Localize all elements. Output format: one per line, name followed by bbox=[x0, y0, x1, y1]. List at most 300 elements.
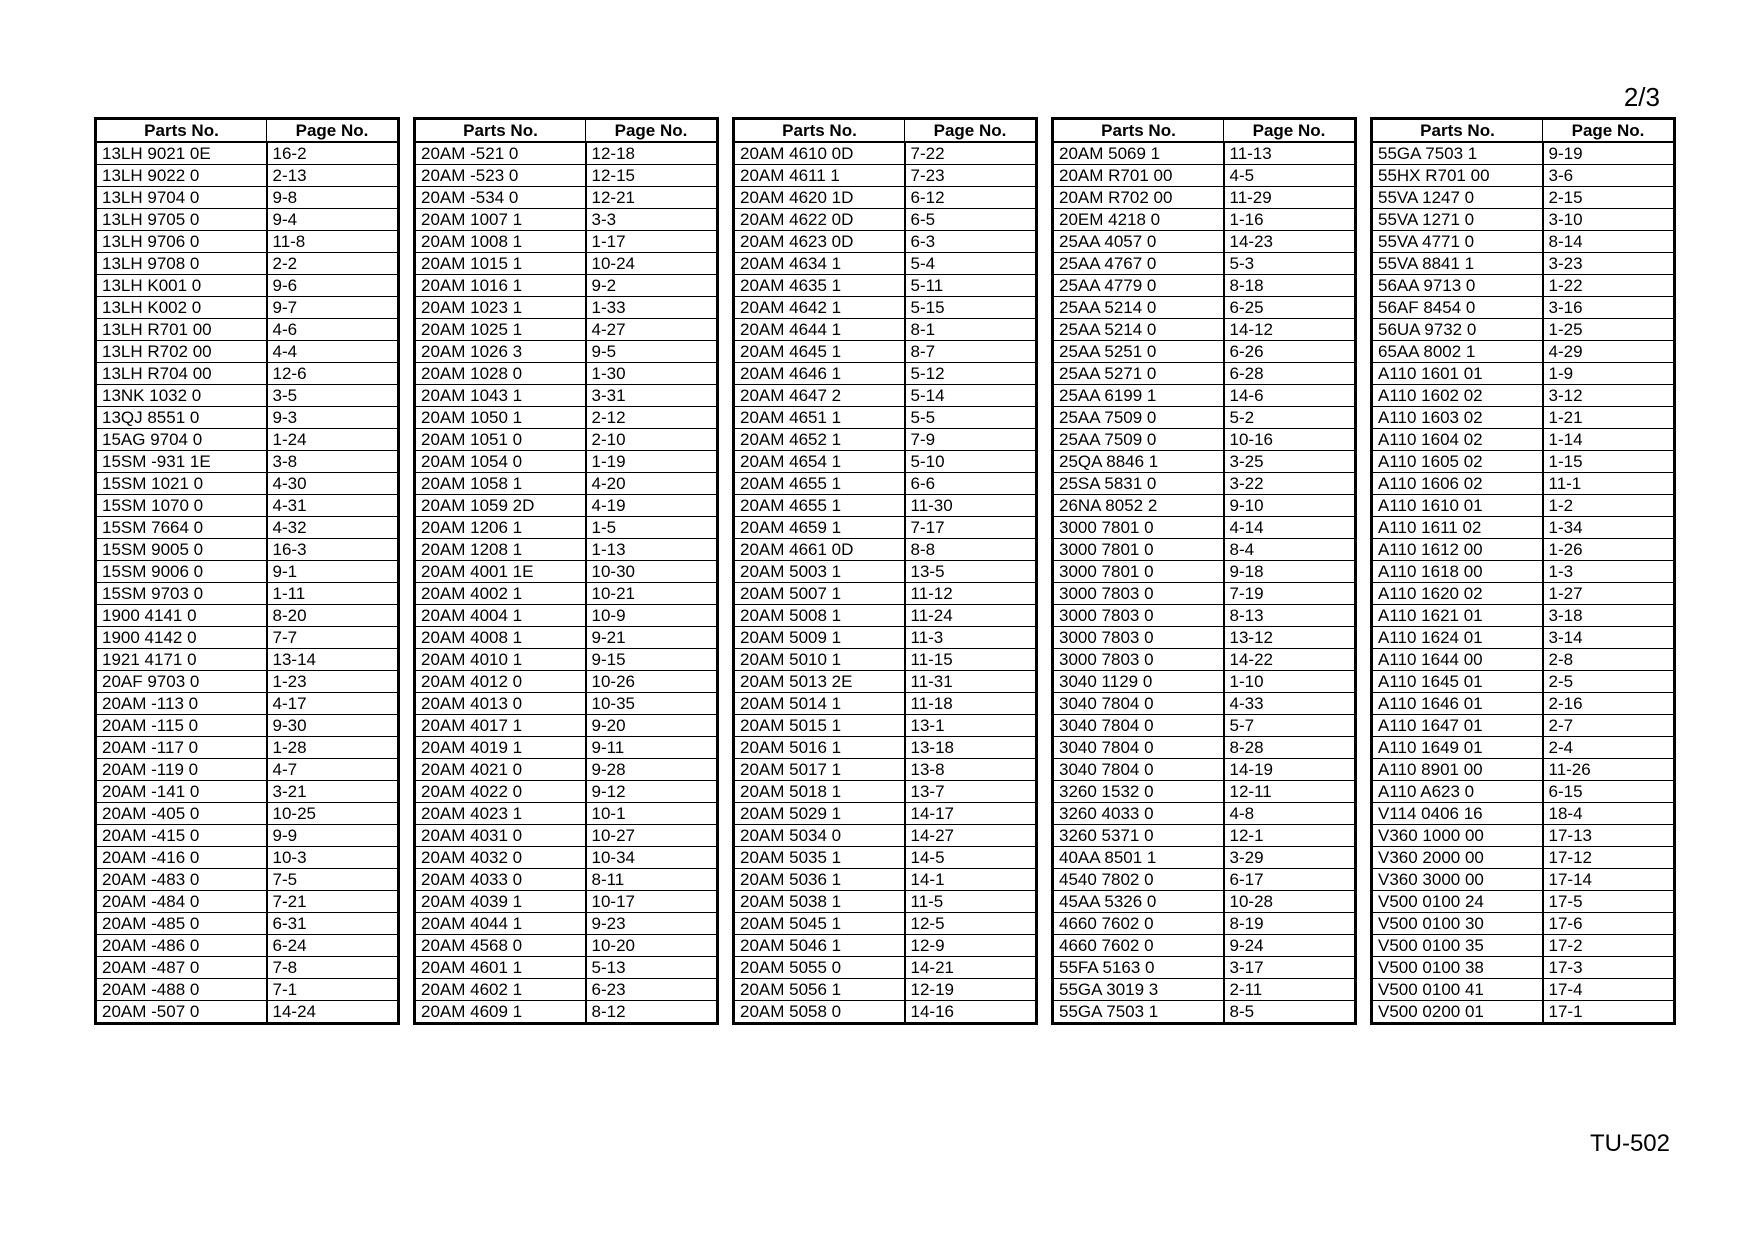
page-no-cell: 9-21 bbox=[586, 627, 718, 649]
page-no-cell: 5-2 bbox=[1224, 407, 1356, 429]
parts-table-4 bbox=[1051, 117, 1357, 1025]
table-row bbox=[415, 803, 718, 825]
page-no-cell: 8-18 bbox=[1224, 275, 1356, 297]
page-no-cell: 1-19 bbox=[586, 451, 718, 473]
page-no-cell: 3-16 bbox=[1543, 297, 1675, 319]
page-no-cell: 12-11 bbox=[1224, 781, 1356, 803]
table-row bbox=[415, 539, 718, 561]
page-no-cell: 10-30 bbox=[586, 561, 718, 583]
table-row bbox=[1053, 561, 1356, 583]
table-row bbox=[1372, 627, 1675, 649]
parts-no-cell: 20AM 4661 0D bbox=[734, 539, 905, 561]
parts-no-cell: 20AM 5029 1 bbox=[734, 803, 905, 825]
page-no-cell: 11-12 bbox=[905, 583, 1037, 605]
parts-no-cell: 3040 7804 0 bbox=[1053, 715, 1224, 737]
page-no-cell: 11-8 bbox=[267, 231, 399, 253]
table-row bbox=[415, 407, 718, 429]
page-no-cell: 9-30 bbox=[267, 715, 399, 737]
page-no-cell: 3-5 bbox=[267, 385, 399, 407]
parts-no-header: Parts No. bbox=[1372, 119, 1543, 143]
parts-no-cell: 20AM 1206 1 bbox=[415, 517, 586, 539]
page-no-cell: 7-17 bbox=[905, 517, 1037, 539]
page-no-cell: 12-1 bbox=[1224, 825, 1356, 847]
parts-no-cell: 20AM 5009 1 bbox=[734, 627, 905, 649]
page-no-cell: 11-1 bbox=[1543, 473, 1675, 495]
parts-no-cell: 20AM 1007 1 bbox=[415, 209, 586, 231]
page-no-cell: 9-23 bbox=[586, 913, 718, 935]
parts-no-cell: 25AA 5271 0 bbox=[1053, 363, 1224, 385]
parts-no-cell: 3040 1129 0 bbox=[1053, 671, 1224, 693]
table-row bbox=[734, 407, 1037, 429]
table-row bbox=[1372, 891, 1675, 913]
table-row bbox=[415, 737, 718, 759]
table-row bbox=[1372, 803, 1675, 825]
page-no-cell: 1-23 bbox=[267, 671, 399, 693]
table-row bbox=[96, 253, 399, 275]
parts-no-cell: 55VA 4771 0 bbox=[1372, 231, 1543, 253]
table-row bbox=[415, 693, 718, 715]
table-row bbox=[734, 671, 1037, 693]
table-header-row bbox=[1372, 119, 1675, 143]
parts-no-cell: 20AM 4647 2 bbox=[734, 385, 905, 407]
page-no-cell: 5-14 bbox=[905, 385, 1037, 407]
table-row bbox=[1372, 275, 1675, 297]
parts-no-cell: A110 1647 01 bbox=[1372, 715, 1543, 737]
parts-no-cell: 20AM 4635 1 bbox=[734, 275, 905, 297]
table-row bbox=[415, 341, 718, 363]
page-no-cell: 11-15 bbox=[905, 649, 1037, 671]
parts-no-cell: 20AM 1008 1 bbox=[415, 231, 586, 253]
page-no-cell: 9-1 bbox=[267, 561, 399, 583]
table-row bbox=[1053, 385, 1356, 407]
page-no-cell: 1-30 bbox=[586, 363, 718, 385]
parts-no-cell: 20AM 4039 1 bbox=[415, 891, 586, 913]
parts-no-cell: 13LH 9021 0E bbox=[96, 142, 267, 165]
parts-no-cell: 20AM -534 0 bbox=[415, 187, 586, 209]
table-row bbox=[1053, 539, 1356, 561]
page-no-cell: 9-28 bbox=[586, 759, 718, 781]
table-row bbox=[96, 583, 399, 605]
table-row bbox=[1372, 253, 1675, 275]
page-no-cell: 9-2 bbox=[586, 275, 718, 297]
parts-no-cell: V500 0100 30 bbox=[1372, 913, 1543, 935]
table-row bbox=[1372, 473, 1675, 495]
parts-no-cell: 55FA 5163 0 bbox=[1053, 957, 1224, 979]
page-no-cell: 3-17 bbox=[1224, 957, 1356, 979]
page-no-cell: 5-7 bbox=[1224, 715, 1356, 737]
table-row bbox=[734, 891, 1037, 913]
page-no-cell: 3-29 bbox=[1224, 847, 1356, 869]
table-row bbox=[734, 803, 1037, 825]
page-no-cell: 6-25 bbox=[1224, 297, 1356, 319]
table-row bbox=[734, 275, 1037, 297]
parts-no-cell: 20AM R702 00 bbox=[1053, 187, 1224, 209]
parts-no-cell: 3260 1532 0 bbox=[1053, 781, 1224, 803]
table-row bbox=[415, 363, 718, 385]
parts-no-cell: 20AM 1016 1 bbox=[415, 275, 586, 297]
parts-no-cell: 20AM 4622 0D bbox=[734, 209, 905, 231]
parts-no-cell: 20AM 5045 1 bbox=[734, 913, 905, 935]
page-no-cell: 6-26 bbox=[1224, 341, 1356, 363]
page-no-cell: 14-24 bbox=[267, 1001, 399, 1024]
table-row bbox=[734, 847, 1037, 869]
parts-no-cell: 20AM -487 0 bbox=[96, 957, 267, 979]
page-no-cell: 10-21 bbox=[586, 583, 718, 605]
parts-no-cell: 20AM 4652 1 bbox=[734, 429, 905, 451]
parts-no-cell: 20AM 5014 1 bbox=[734, 693, 905, 715]
parts-no-cell: 20AM 4022 0 bbox=[415, 781, 586, 803]
table-row bbox=[1053, 693, 1356, 715]
table-row bbox=[1053, 715, 1356, 737]
parts-no-cell: 55VA 1271 0 bbox=[1372, 209, 1543, 231]
parts-no-cell: V500 0200 01 bbox=[1372, 1001, 1543, 1024]
table-header-row bbox=[96, 119, 399, 143]
table-row bbox=[1372, 319, 1675, 341]
table-row bbox=[1053, 957, 1356, 979]
parts-no-cell: 3000 7801 0 bbox=[1053, 561, 1224, 583]
table-row bbox=[415, 869, 718, 891]
parts-no-cell: 13LH 9022 0 bbox=[96, 165, 267, 187]
page-no-cell: 1-3 bbox=[1543, 561, 1675, 583]
page-no-cell: 11-29 bbox=[1224, 187, 1356, 209]
page-no-cell: 4-30 bbox=[267, 473, 399, 495]
page-no-cell: 14-19 bbox=[1224, 759, 1356, 781]
parts-no-cell: 20AM 4601 1 bbox=[415, 957, 586, 979]
page-no-cell: 4-5 bbox=[1224, 165, 1356, 187]
table-row bbox=[96, 671, 399, 693]
page-no-cell: 3-8 bbox=[267, 451, 399, 473]
parts-no-cell: 13LH 9704 0 bbox=[96, 187, 267, 209]
page-no-cell: 1-21 bbox=[1543, 407, 1675, 429]
parts-no-cell: 20AM 5010 1 bbox=[734, 649, 905, 671]
parts-no-cell: 25QA 8846 1 bbox=[1053, 451, 1224, 473]
parts-no-cell: 25AA 5214 0 bbox=[1053, 319, 1224, 341]
page-no-cell: 10-34 bbox=[586, 847, 718, 869]
table-row bbox=[734, 231, 1037, 253]
parts-no-cell: A110 1606 02 bbox=[1372, 473, 1543, 495]
parts-no-cell: 13LH R702 00 bbox=[96, 341, 267, 363]
page-no-cell: 8-1 bbox=[905, 319, 1037, 341]
table-row bbox=[734, 187, 1037, 209]
parts-no-cell: 20AM 4017 1 bbox=[415, 715, 586, 737]
table-row bbox=[96, 539, 399, 561]
table-row bbox=[1053, 407, 1356, 429]
page-no-cell: 8-11 bbox=[586, 869, 718, 891]
table-row bbox=[734, 583, 1037, 605]
table-row bbox=[1372, 561, 1675, 583]
page-no-cell: 10-16 bbox=[1224, 429, 1356, 451]
page-no-cell: 12-18 bbox=[586, 142, 718, 165]
page-no-cell: 7-21 bbox=[267, 891, 399, 913]
table-row bbox=[1372, 605, 1675, 627]
page-no-cell: 3-21 bbox=[267, 781, 399, 803]
table-row bbox=[96, 319, 399, 341]
page-no-cell: 12-5 bbox=[905, 913, 1037, 935]
parts-no-cell: 20AM 5055 0 bbox=[734, 957, 905, 979]
parts-no-cell: 20AM 1208 1 bbox=[415, 539, 586, 561]
page-no-cell: 4-29 bbox=[1543, 341, 1675, 363]
parts-no-cell: 20AM 4008 1 bbox=[415, 627, 586, 649]
table-row bbox=[1053, 142, 1356, 165]
parts-no-cell: 20AM 4634 1 bbox=[734, 253, 905, 275]
parts-no-cell: 13LH 9708 0 bbox=[96, 253, 267, 275]
table-row bbox=[96, 231, 399, 253]
table-row bbox=[734, 209, 1037, 231]
page-no-cell: 13-14 bbox=[267, 649, 399, 671]
parts-no-cell: 20AM 5008 1 bbox=[734, 605, 905, 627]
parts-no-cell: 20AM 4644 1 bbox=[734, 319, 905, 341]
table-row bbox=[96, 979, 399, 1001]
table-row bbox=[96, 275, 399, 297]
table-row bbox=[1053, 649, 1356, 671]
table-row bbox=[96, 891, 399, 913]
parts-no-cell: V114 0406 16 bbox=[1372, 803, 1543, 825]
parts-no-cell: 3040 7804 0 bbox=[1053, 737, 1224, 759]
parts-no-cell: A110 1602 02 bbox=[1372, 385, 1543, 407]
page-no-cell: 4-27 bbox=[586, 319, 718, 341]
page-no-cell: 12-21 bbox=[586, 187, 718, 209]
table-row bbox=[734, 495, 1037, 517]
page-no-cell: 9-24 bbox=[1224, 935, 1356, 957]
parts-no-cell: 3040 7804 0 bbox=[1053, 759, 1224, 781]
table-row bbox=[1053, 847, 1356, 869]
table-row bbox=[415, 913, 718, 935]
page-no-cell: 7-23 bbox=[905, 165, 1037, 187]
parts-no-cell: 55GA 7503 1 bbox=[1372, 142, 1543, 165]
page-no-cell: 9-20 bbox=[586, 715, 718, 737]
page-no-cell: 1-13 bbox=[586, 539, 718, 561]
parts-no-cell: 15SM 7664 0 bbox=[96, 517, 267, 539]
page-no-cell: 3-14 bbox=[1543, 627, 1675, 649]
page-no-cell: 3-23 bbox=[1543, 253, 1675, 275]
page-no-cell: 7-1 bbox=[267, 979, 399, 1001]
page-no-cell: 17-3 bbox=[1543, 957, 1675, 979]
page-no-cell: 2-5 bbox=[1543, 671, 1675, 693]
table-row bbox=[1372, 847, 1675, 869]
parts-no-cell: 3000 7803 0 bbox=[1053, 583, 1224, 605]
parts-no-cell: A110 1624 01 bbox=[1372, 627, 1543, 649]
table-row bbox=[415, 935, 718, 957]
page-no-cell: 11-3 bbox=[905, 627, 1037, 649]
page-no-cell: 14-17 bbox=[905, 803, 1037, 825]
parts-no-cell: 13LH R701 00 bbox=[96, 319, 267, 341]
table-row bbox=[415, 473, 718, 495]
parts-no-cell: A110 1603 02 bbox=[1372, 407, 1543, 429]
page-no-cell: 13-8 bbox=[905, 759, 1037, 781]
page-no-cell: 2-10 bbox=[586, 429, 718, 451]
parts-no-cell: 20AM -141 0 bbox=[96, 781, 267, 803]
parts-no-cell: 20AM 4610 0D bbox=[734, 142, 905, 165]
table-row bbox=[1372, 759, 1675, 781]
table-row bbox=[1053, 759, 1356, 781]
table-row bbox=[96, 693, 399, 715]
page-no-cell: 3-31 bbox=[586, 385, 718, 407]
table-row bbox=[734, 363, 1037, 385]
table-row bbox=[96, 385, 399, 407]
table-row bbox=[96, 825, 399, 847]
page-no-cell: 17-1 bbox=[1543, 1001, 1675, 1024]
table-row bbox=[415, 275, 718, 297]
parts-no-cell: 20AM -485 0 bbox=[96, 913, 267, 935]
table-row bbox=[415, 759, 718, 781]
parts-no-cell: 20AM 4620 1D bbox=[734, 187, 905, 209]
table-row bbox=[415, 429, 718, 451]
parts-no-cell: 20AM 4659 1 bbox=[734, 517, 905, 539]
table-row bbox=[1053, 187, 1356, 209]
table-row bbox=[415, 891, 718, 913]
parts-no-cell: 20AM 4568 0 bbox=[415, 935, 586, 957]
parts-no-cell: 3260 5371 0 bbox=[1053, 825, 1224, 847]
table-row bbox=[96, 803, 399, 825]
page-no-cell: 17-2 bbox=[1543, 935, 1675, 957]
page-no-cell: 1-22 bbox=[1543, 275, 1675, 297]
parts-no-cell: 25AA 4057 0 bbox=[1053, 231, 1224, 253]
table-row bbox=[415, 825, 718, 847]
page-no-cell: 1-28 bbox=[267, 737, 399, 759]
page-no-cell: 4-6 bbox=[267, 319, 399, 341]
page-no-cell: 5-15 bbox=[905, 297, 1037, 319]
page-no-cell: 9-15 bbox=[586, 649, 718, 671]
table-row bbox=[734, 1001, 1037, 1024]
page-no-cell: 14-21 bbox=[905, 957, 1037, 979]
parts-no-cell: 25AA 5251 0 bbox=[1053, 341, 1224, 363]
page-no-cell: 7-9 bbox=[905, 429, 1037, 451]
parts-no-cell: 20AM 5069 1 bbox=[1053, 142, 1224, 165]
page-no-cell: 10-20 bbox=[586, 935, 718, 957]
page-no-cell: 4-4 bbox=[267, 341, 399, 363]
page-no-cell: 10-26 bbox=[586, 671, 718, 693]
page-no-cell: 5-13 bbox=[586, 957, 718, 979]
parts-table-1 bbox=[94, 117, 400, 1025]
parts-no-cell: 56UA 9732 0 bbox=[1372, 319, 1543, 341]
parts-no-cell: 45AA 5326 0 bbox=[1053, 891, 1224, 913]
parts-no-cell: 4660 7602 0 bbox=[1053, 935, 1224, 957]
page-no-cell: 10-24 bbox=[586, 253, 718, 275]
parts-table-2 bbox=[413, 117, 719, 1025]
table-row bbox=[1053, 429, 1356, 451]
table-row bbox=[1372, 979, 1675, 1001]
parts-no-cell: 20AM 4623 0D bbox=[734, 231, 905, 253]
table-row bbox=[1053, 341, 1356, 363]
parts-no-cell: 13NK 1032 0 bbox=[96, 385, 267, 407]
parts-no-cell: 20AM 1028 0 bbox=[415, 363, 586, 385]
table-row bbox=[415, 781, 718, 803]
page-no-cell: 6-3 bbox=[905, 231, 1037, 253]
table-row bbox=[96, 781, 399, 803]
parts-no-cell: 20AM -523 0 bbox=[415, 165, 586, 187]
page-no-cell: 6-5 bbox=[905, 209, 1037, 231]
page-no-cell: 5-10 bbox=[905, 451, 1037, 473]
parts-no-cell: 3000 7803 0 bbox=[1053, 649, 1224, 671]
table-row bbox=[96, 187, 399, 209]
table-header-row bbox=[415, 119, 718, 143]
table-row bbox=[1372, 407, 1675, 429]
page-no-cell: 4-32 bbox=[267, 517, 399, 539]
page-no-cell: 6-31 bbox=[267, 913, 399, 935]
page-no-cell: 1-10 bbox=[1224, 671, 1356, 693]
table-row bbox=[734, 715, 1037, 737]
page-no-cell: 13-7 bbox=[905, 781, 1037, 803]
table-row bbox=[1053, 165, 1356, 187]
page-no-cell: 7-8 bbox=[267, 957, 399, 979]
table-row bbox=[734, 165, 1037, 187]
page-no-cell: 12-19 bbox=[905, 979, 1037, 1001]
parts-no-cell: 20AM 4031 0 bbox=[415, 825, 586, 847]
page-no-cell: 8-28 bbox=[1224, 737, 1356, 759]
parts-no-cell: 20AM 5013 2E bbox=[734, 671, 905, 693]
page-no-cell: 8-20 bbox=[267, 605, 399, 627]
parts-no-cell: A110 1620 02 bbox=[1372, 583, 1543, 605]
table-row bbox=[96, 759, 399, 781]
page-no-cell: 1-27 bbox=[1543, 583, 1675, 605]
table-row bbox=[1053, 737, 1356, 759]
parts-no-cell: V360 1000 00 bbox=[1372, 825, 1543, 847]
table-row bbox=[734, 341, 1037, 363]
page-no-header: Page No. bbox=[267, 119, 399, 143]
table-row bbox=[1372, 781, 1675, 803]
table-header-row bbox=[1053, 119, 1356, 143]
page-no-cell: 1-33 bbox=[586, 297, 718, 319]
parts-no-cell: 20AM 4033 0 bbox=[415, 869, 586, 891]
parts-no-cell: A110 1604 02 bbox=[1372, 429, 1543, 451]
page-no-cell: 14-16 bbox=[905, 1001, 1037, 1024]
parts-no-cell: A110 1649 01 bbox=[1372, 737, 1543, 759]
table-row bbox=[415, 297, 718, 319]
page-no-cell: 11-18 bbox=[905, 693, 1037, 715]
page-no-cell: 1-11 bbox=[267, 583, 399, 605]
parts-no-cell: 25SA 5831 0 bbox=[1053, 473, 1224, 495]
page-no-cell: 7-7 bbox=[267, 627, 399, 649]
parts-no-cell: 20AM R701 00 bbox=[1053, 165, 1224, 187]
parts-no-header: Parts No. bbox=[415, 119, 586, 143]
parts-no-cell: 20AM 5015 1 bbox=[734, 715, 905, 737]
page-number: 2/3 bbox=[1623, 82, 1660, 112]
table-row bbox=[1372, 385, 1675, 407]
parts-no-cell: 3000 7803 0 bbox=[1053, 605, 1224, 627]
page-no-cell: 12-9 bbox=[905, 935, 1037, 957]
table-row bbox=[415, 583, 718, 605]
page-no-cell: 10-1 bbox=[586, 803, 718, 825]
parts-no-cell: V500 0100 41 bbox=[1372, 979, 1543, 1001]
page-no-cell: 13-1 bbox=[905, 715, 1037, 737]
table-row bbox=[1053, 825, 1356, 847]
parts-no-cell: 20AM 4002 1 bbox=[415, 583, 586, 605]
parts-no-cell: 13LH K001 0 bbox=[96, 275, 267, 297]
parts-no-cell: 15SM 1021 0 bbox=[96, 473, 267, 495]
table-row bbox=[415, 231, 718, 253]
page-no-cell: 6-24 bbox=[267, 935, 399, 957]
page-no-cell: 2-15 bbox=[1543, 187, 1675, 209]
table-row bbox=[415, 715, 718, 737]
table-row bbox=[415, 605, 718, 627]
parts-no-cell: V500 0100 38 bbox=[1372, 957, 1543, 979]
parts-no-cell: A110 1611 02 bbox=[1372, 517, 1543, 539]
page-no-cell: 8-8 bbox=[905, 539, 1037, 561]
table-row bbox=[734, 297, 1037, 319]
table-row bbox=[734, 693, 1037, 715]
parts-no-cell: A110 1605 02 bbox=[1372, 451, 1543, 473]
table-row bbox=[1053, 297, 1356, 319]
parts-no-cell: 4540 7802 0 bbox=[1053, 869, 1224, 891]
parts-no-cell: A110 1645 01 bbox=[1372, 671, 1543, 693]
table-row bbox=[734, 385, 1037, 407]
page-no-cell: 6-15 bbox=[1543, 781, 1675, 803]
page-no-cell: 5-5 bbox=[905, 407, 1037, 429]
parts-no-cell: 20AM 4642 1 bbox=[734, 297, 905, 319]
table-row bbox=[734, 935, 1037, 957]
parts-no-cell: 20AM 4602 1 bbox=[415, 979, 586, 1001]
parts-no-cell: 20AM 4004 1 bbox=[415, 605, 586, 627]
